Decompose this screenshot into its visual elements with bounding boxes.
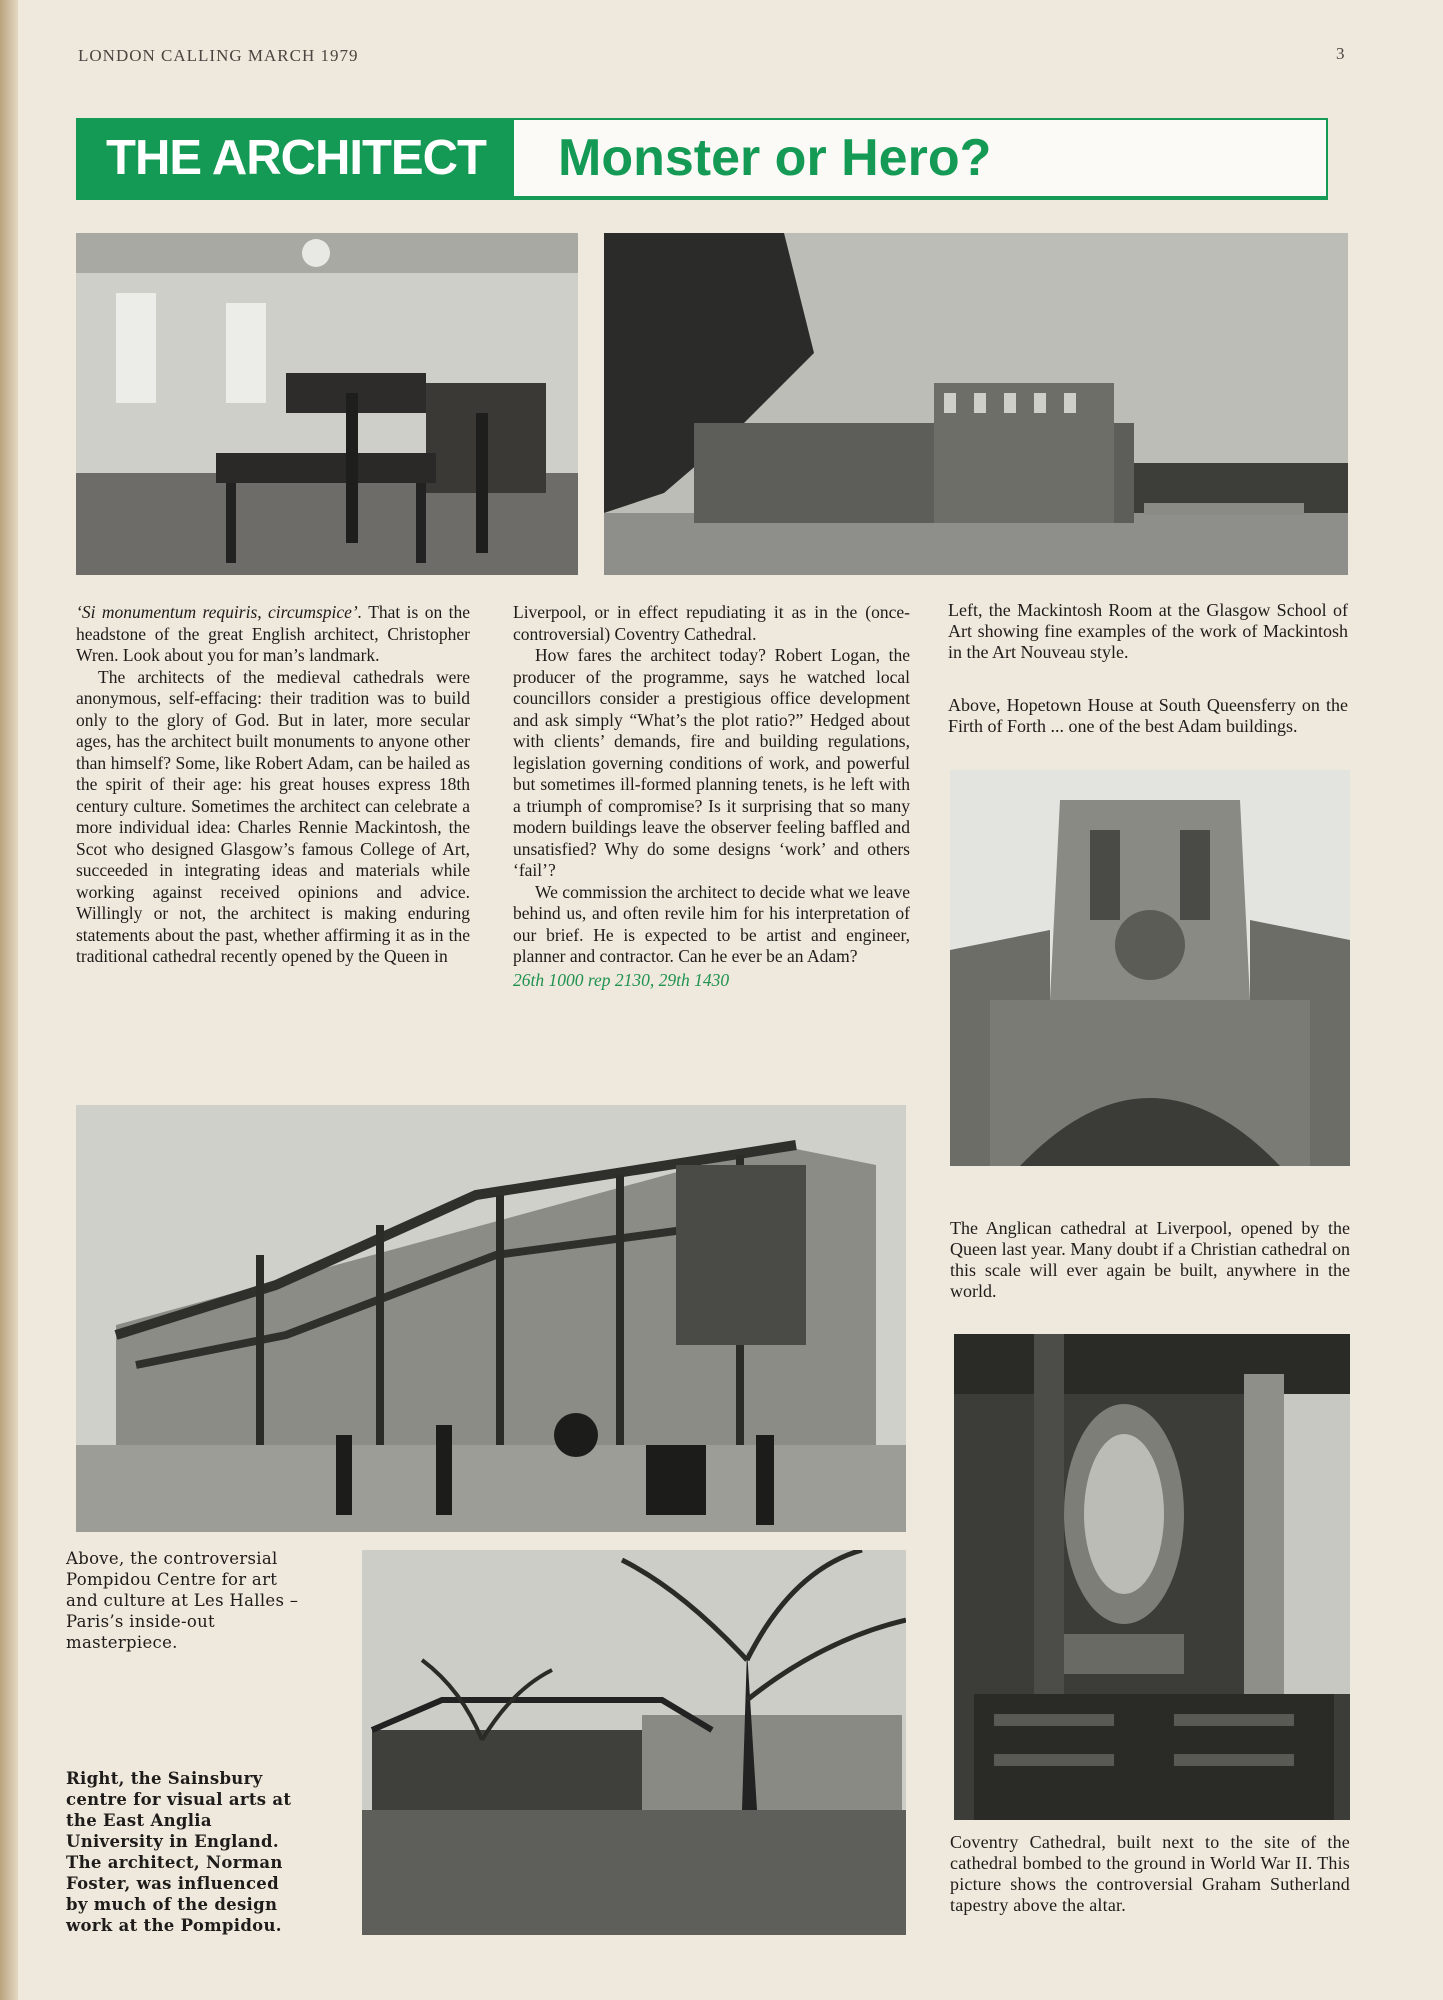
- article-column-1: [76, 602, 470, 968]
- banner-headline: Monster or Hero?: [558, 129, 992, 187]
- article-paragraph-3: Liverpool, or in effect repudiating it as in the (once-controversial) Coventry Cathedral.: [513, 602, 910, 644]
- broadcast-times: 26th 1000 rep 2130, 29th 1430: [513, 969, 730, 990]
- caption-mackintosh: Left, the Mackintosh Room at the Glasgow School of Art showing fine examples of the work of Mackintosh in the Art Nouveau style.: [948, 600, 1348, 662]
- article-paragraph-2: The architects of the medieval cathedrals were anonymous, self-effacing: their tradition was to build only to the glory of God. But in later, more secular ages, has the architect built monuments to anyone other than himself? Some, like Robert Adam, can be hailed as the spirit of their age: his great houses express 18th century culture. Sometimes the architect can celebrate a more individual idea: Charles Rennie Mackintosh, the Scot who designed Glasgow’s famous College of Art, succeeded in integrating ideas and materials while working against received opinions and advice. Willingly or not, the architect is making enduring statements about the past, whether affirming it as in the traditional cathedral recently opened by the Queen in: [76, 666, 470, 966]
- photo-sainsbury-centre: [362, 1550, 906, 1935]
- page-number: 3: [1336, 44, 1345, 63]
- title-banner: [76, 118, 1328, 198]
- photo-pompidou-centre: [76, 1105, 906, 1532]
- running-head: LONDON CALLING MARCH 1979: [78, 46, 359, 65]
- photo-hopetown-house: [604, 233, 1348, 575]
- caption-sainsbury: Right, the Sainsbury centre for visual arts at the East Anglia University in England. The architect, Norman Foster, was influenced by much of the design work at the Pompidou.: [66, 1769, 292, 1935]
- caption-pompidou: Above, the controversial Pompidou Centre for art and culture at Les Halles – Paris’s inside-out masterpiece.: [66, 1549, 299, 1652]
- photo-coventry-cathedral: [954, 1334, 1350, 1820]
- caption-coventry: Coventry Cathedral, built next to the site of the cathedral bombed to the ground in World War II. This picture shows the controversial Graham Sutherland tapestry above the altar.: [950, 1832, 1350, 1915]
- article-column-2: [513, 602, 910, 991]
- photo-liverpool-cathedral: [950, 770, 1350, 1166]
- caption-hopetown: Above, Hopetown House at South Queensferry on the Firth of Forth ... one of the best Adam buildings.: [948, 695, 1348, 736]
- caption-liverpool: The Anglican cathedral at Liverpool, opened by the Queen last year. Many doubt if a Christian cathedral on this scale will ever again be built, anywhere in the world.: [950, 1218, 1350, 1301]
- photo-mackintosh-room: [76, 233, 578, 575]
- banner-section-label: THE ARCHITECT: [78, 120, 514, 196]
- latin-epigraph: ‘Si monumentum requiris, circumspice’.: [76, 602, 363, 622]
- banner-rule: [76, 196, 1328, 200]
- article-paragraph-5: We commission the architect to decide what we leave behind us, and often revile him for his interpretation of our brief. He is expected to be artist and engineer, planner and contractor. Can he ever be an Adam?: [513, 881, 910, 966]
- article-paragraph-4: How fares the architect today? Robert Logan, the producer of the programme, says he watched local councillors consider a prestigious office development and ask simply “What’s the plot ratio?” Hedged about with clients’ demands, fire and building regulations, legislation governing conditions of work, and powerful but sometimes ill-formed planning tenets, is he left with a triumph of compromise? Is it surprising that so many modern buildings leave the observer feeling baffled and unsatisfied? Why do some designs ‘work’ and others ‘fail’?: [513, 645, 910, 880]
- page-spine-shadow: [0, 0, 18, 2000]
- article-paragraph-1: That is on the headstone of the great English architect, Christopher Wren. Look about you for man’s landmark.: [76, 602, 470, 665]
